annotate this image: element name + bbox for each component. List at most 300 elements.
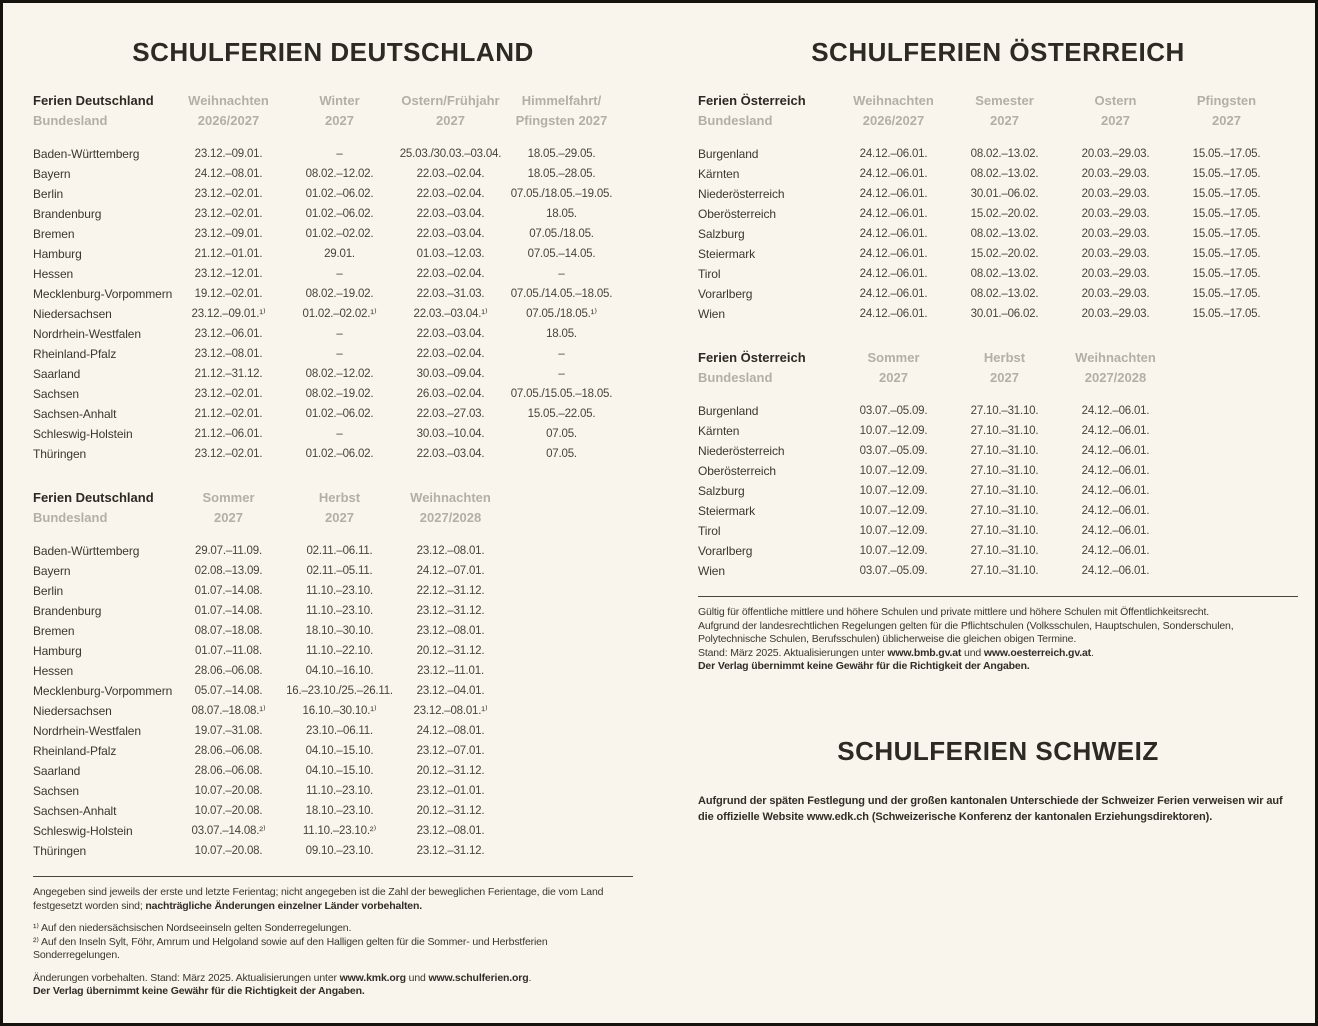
table-row: [33, 424, 633, 444]
date-cell: –: [558, 268, 565, 280]
column-header: Weihnachten 2027/2028: [410, 490, 491, 525]
table-subtitle: Bundesland: [33, 510, 108, 525]
table-row: [33, 144, 633, 164]
table-row: [33, 404, 633, 424]
date-cell: 23.12.–09.01.¹⁾: [191, 308, 266, 320]
table-row: [33, 721, 633, 741]
date-cell: 05.07.–14.08.: [194, 685, 263, 697]
date-cell: 22.03.–03.04.: [416, 328, 485, 340]
date-cell: 24.12.–07.01.: [416, 565, 485, 577]
date-cell: 15.02.–20.02.: [970, 248, 1039, 260]
bundesland-cell: Kärnten: [698, 424, 740, 438]
date-cell: 08.02.–12.02.: [305, 168, 374, 180]
column-header: Winter 2027: [319, 93, 360, 128]
date-cell: 29.01.: [324, 248, 355, 260]
date-cell: 10.07.–20.08.: [194, 805, 263, 817]
austria-section: [698, 3, 1298, 834]
column-header: Herbst 2027: [983, 350, 1026, 385]
date-cell: 24.12.–06.01.: [1081, 485, 1150, 497]
date-cell: 03.07.–05.09.: [859, 405, 928, 417]
bundesland-cell: Bayern: [33, 167, 71, 181]
date-cell: 07.05./18.05.–19.05.: [510, 188, 613, 200]
bundesland-cell: Hessen: [33, 267, 74, 281]
date-cell: 15.05.–17.05.: [1192, 248, 1261, 260]
date-cell: 10.07.–12.09.: [859, 465, 928, 477]
date-cell: 08.07.–18.08.: [194, 625, 263, 637]
table-title-cell: [33, 488, 173, 528]
date-cell: 02.08.–13.09.: [194, 565, 263, 577]
date-cell: 15.02.–20.02.: [970, 208, 1039, 220]
date-cell: –: [336, 268, 343, 280]
page-title-germany: SCHULFERIEN DEUTSCHLAND: [132, 37, 534, 67]
date-cell: 20.03.–29.03.: [1081, 228, 1150, 240]
column-header: Ostern 2027: [1094, 93, 1137, 128]
date-cell: –: [336, 348, 343, 360]
table-row: [698, 481, 1298, 501]
column-header: Ostern/Frühjahr 2027: [401, 93, 500, 128]
date-cell: 11.10.–22.10.: [306, 645, 373, 657]
table-title: Ferien Österreich: [698, 350, 806, 365]
table-row: [33, 541, 633, 561]
date-cell: 30.03.–09.04.: [416, 368, 485, 380]
bundesland-cell: Bremen: [33, 624, 75, 638]
date-cell: 15.05.–22.05.: [527, 408, 596, 420]
date-cell: 02.11.–05.11.: [306, 565, 373, 577]
table-row: [698, 421, 1298, 441]
table-header-row: [698, 91, 1298, 131]
date-cell: 28.06.–06.08.: [194, 745, 263, 757]
date-cell: 24.12.–08.01.: [416, 725, 485, 737]
germany-holiday-table-2: [33, 488, 633, 861]
date-cell: 24.12.–06.01.: [859, 288, 928, 300]
date-cell: 03.07.–14.08.²⁾: [191, 825, 266, 837]
bundesland-cell: Burgenland: [698, 404, 759, 418]
date-cell: 16.–23.10./25.–26.11.: [286, 685, 393, 697]
table-row: [698, 204, 1298, 224]
date-cell: 22.03.–02.04.: [416, 188, 485, 200]
date-cell: 23.12.–08.01.¹⁾: [413, 705, 488, 717]
note-text: und: [405, 971, 429, 984]
bundesland-cell: Tirol: [698, 524, 721, 538]
note-paragraph: [33, 922, 633, 963]
date-cell: 15.05.–17.05.: [1192, 288, 1261, 300]
date-cell: 22.03.–03.04.: [416, 228, 485, 240]
date-cell: 18.05.: [546, 208, 577, 220]
date-cell: 28.06.–06.08.: [194, 765, 263, 777]
table-row: [33, 164, 633, 184]
date-cell: 23.12.–02.01.: [194, 188, 263, 200]
table-row: [33, 581, 633, 601]
date-cell: 23.12.–09.01.: [194, 148, 263, 160]
bundesland-cell: Rheinland-Pfalz: [33, 744, 117, 758]
date-cell: 07.05./14.05.–18.05.: [510, 288, 613, 300]
table-row: [698, 144, 1298, 164]
date-cell: 15.05.–17.05.: [1192, 268, 1261, 280]
table-row: [33, 304, 633, 324]
table-row: [33, 364, 633, 384]
date-cell: 07.05.: [546, 428, 577, 440]
table-row: [698, 184, 1298, 204]
date-cell: 22.03.–02.04.: [416, 348, 485, 360]
date-cell: 07.05./18.05.: [529, 228, 594, 240]
table-row: [698, 521, 1298, 541]
date-cell: 20.12.–31.12.: [416, 645, 485, 657]
date-cell: 23.12.–31.12.: [416, 605, 485, 617]
date-cell: 27.10.–31.10.: [970, 565, 1039, 577]
bundesland-cell: Niederösterreich: [698, 444, 785, 458]
table-subtitle: Bundesland: [698, 113, 773, 128]
date-cell: 24.12.–06.01.: [1081, 505, 1150, 517]
date-cell: 30.01.–06.02.: [970, 308, 1039, 320]
note-text: nachträgliche Änderungen einzelner Länder vorbehalten.: [145, 899, 423, 912]
table-row: [33, 641, 633, 661]
note-text: Aufgrund der späten Festlegung und der großen kantonalen Unterschiede der Schweizer Ferien verweisen wir auf die offizielle Website www.edk.ch (Schweizerische Konferenz der kantonalen Erziehungsdirektoren).: [698, 794, 1283, 823]
bundesland-cell: Tirol: [698, 267, 721, 281]
date-cell: 01.03.–12.03.: [416, 248, 485, 260]
bundesland-cell: Schleswig-Holstein: [33, 427, 133, 441]
date-cell: 28.06.–06.08.: [194, 665, 263, 677]
note-text: und: [961, 646, 984, 659]
date-cell: 25.03./30.03.–03.04.: [399, 148, 502, 160]
date-cell: 08.02.–13.02.: [970, 228, 1039, 240]
date-cell: –: [336, 328, 343, 340]
date-cell: 04.10.–15.10.: [305, 745, 374, 757]
footnote-divider: [698, 596, 1298, 597]
table-row: [698, 304, 1298, 324]
date-cell: 27.10.–31.10.: [970, 505, 1039, 517]
date-cell: –: [558, 368, 565, 380]
date-cell: 10.07.–12.09.: [859, 425, 928, 437]
date-cell: 10.07.–12.09.: [859, 485, 928, 497]
date-cell: 23.12.–08.01.: [416, 545, 485, 557]
date-cell: 01.07.–14.08.: [194, 605, 263, 617]
column-header: Weihnachten 2026/2027: [853, 93, 934, 128]
date-cell: 26.03.–02.04.: [416, 388, 485, 400]
table-row: [33, 661, 633, 681]
date-cell: 24.12.–06.01.: [859, 308, 928, 320]
table-row: [33, 204, 633, 224]
date-cell: 18.05.–29.05.: [527, 148, 596, 160]
date-cell: 20.03.–29.03.: [1081, 208, 1150, 220]
date-cell: 11.10.–23.10.: [306, 605, 373, 617]
footnote-divider: [33, 876, 633, 877]
bundesland-cell: Burgenland: [698, 147, 759, 161]
date-cell: 20.03.–29.03.: [1081, 268, 1150, 280]
note-text: Angegeben sind jeweils der erste und letzte Ferientag; nicht angegeben ist die Zahl der beweglichen Ferientage, die vom Land festgesetzt worden sind;: [33, 886, 604, 912]
date-cell: 20.03.–29.03.: [1081, 168, 1150, 180]
date-cell: 10.07.–20.08.: [194, 845, 263, 857]
note-text: www.oesterreich.gv.at: [983, 646, 1092, 659]
table-header-row: [33, 91, 633, 131]
date-cell: 24.12.–06.01.: [1081, 565, 1150, 577]
date-cell: 11.10.–23.10.²⁾: [302, 825, 377, 837]
date-cell: 24.12.–06.01.: [1081, 525, 1150, 537]
bundesland-cell: Saarland: [33, 764, 81, 778]
date-cell: 27.10.–31.10.: [970, 545, 1039, 557]
date-cell: 07.05./15.05.–18.05.: [510, 388, 613, 400]
column-header: Weihnachten 2026/2027: [188, 93, 269, 128]
table-row: [698, 284, 1298, 304]
table-row: [698, 441, 1298, 461]
date-cell: 24.12.–06.01.: [1081, 425, 1150, 437]
bundesland-cell: Hessen: [33, 664, 74, 678]
date-cell: 01.02.–02.02.¹⁾: [302, 308, 377, 320]
date-cell: 03.07.–05.09.: [859, 565, 928, 577]
date-cell: 04.10.–16.10.: [305, 665, 374, 677]
table-subtitle: Bundesland: [698, 370, 773, 385]
austria-holiday-table-2: [698, 348, 1298, 581]
date-cell: 24.12.–06.01.: [859, 248, 928, 260]
date-cell: 24.12.–06.01.: [1081, 445, 1150, 457]
note-text: .: [1091, 646, 1094, 659]
column-header: Sommer 2027: [867, 350, 920, 385]
table-row: [33, 841, 633, 861]
column-header: Pfingsten 2027: [1196, 93, 1257, 128]
date-cell: 22.03.–31.03.: [416, 288, 485, 300]
table-row: [33, 184, 633, 204]
date-cell: 11.10.–23.10.: [306, 585, 373, 597]
date-cell: 01.07.–11.08.: [195, 645, 262, 657]
table-row: [33, 801, 633, 821]
bundesland-cell: Niederösterreich: [698, 187, 785, 201]
germany-footnotes: [33, 886, 633, 999]
date-cell: 23.12.–07.01.: [416, 745, 485, 757]
date-cell: 15.05.–17.05.: [1192, 208, 1261, 220]
table-row: [33, 264, 633, 284]
date-cell: 15.05.–17.05.: [1192, 148, 1261, 160]
note-text: www.kmk.org: [339, 971, 406, 984]
date-cell: 11.10.–23.10.: [306, 785, 373, 797]
table-row: [33, 601, 633, 621]
date-cell: 23.12.–11.01.: [417, 665, 484, 677]
note-text: Der Verlag übernimmt keine Gewähr für die Richtigkeit der Angaben.: [33, 985, 365, 997]
note-text: Änderungen vorbehalten. Stand: März 2025. Aktualisierungen unter: [33, 971, 340, 984]
table-header-row: [33, 488, 633, 528]
date-cell: –: [336, 148, 343, 160]
bundesland-cell: Bayern: [33, 564, 71, 578]
date-cell: 22.03.–02.04.: [416, 268, 485, 280]
bundesland-cell: Niedersachsen: [33, 307, 112, 321]
bundesland-cell: Wien: [698, 564, 725, 578]
date-cell: 22.03.–03.04.: [416, 208, 485, 220]
date-cell: 21.12.–01.01.: [194, 248, 263, 260]
date-cell: 23.12.–02.01.: [194, 388, 263, 400]
date-cell: 27.10.–31.10.: [970, 525, 1039, 537]
date-cell: 27.10.–31.10.: [970, 425, 1039, 437]
date-cell: 24.12.–08.01.: [194, 168, 263, 180]
date-cell: 18.10.–30.10.: [305, 625, 374, 637]
table-title-cell: [698, 348, 838, 388]
table-row: [33, 741, 633, 761]
note-paragraph: [33, 972, 633, 999]
austria-footnotes: [698, 606, 1298, 674]
bundesland-cell: Bremen: [33, 227, 75, 241]
table-title-cell: [698, 91, 838, 131]
bundesland-cell: Brandenburg: [33, 207, 102, 221]
date-cell: 23.12.–12.01.: [194, 268, 263, 280]
date-cell: 24.12.–06.01.: [1081, 465, 1150, 477]
date-cell: 09.10.–23.10.: [305, 845, 374, 857]
date-cell: 15.05.–17.05.: [1192, 308, 1261, 320]
bundesland-cell: Hamburg: [33, 247, 82, 261]
date-cell: 10.07.–12.09.: [859, 545, 928, 557]
date-cell: 01.02.–06.02.: [305, 208, 374, 220]
date-cell: 08.02.–13.02.: [970, 148, 1039, 160]
bundesland-cell: Baden-Württemberg: [33, 147, 140, 161]
column-header: Himmelfahrt/ Pfingsten 2027: [515, 93, 608, 128]
table-row: [698, 401, 1298, 421]
date-cell: 24.12.–06.01.: [859, 188, 928, 200]
table-row: [33, 561, 633, 581]
bundesland-cell: Brandenburg: [33, 604, 102, 618]
bundesland-cell: Kärnten: [698, 167, 740, 181]
austria-holiday-table-1: [698, 91, 1298, 324]
table-title: Ferien Deutschland: [33, 93, 154, 108]
date-cell: 23.12.–31.12.: [416, 845, 485, 857]
date-cell: 15.05.–17.05.: [1192, 228, 1261, 240]
date-cell: 20.03.–29.03.: [1081, 248, 1150, 260]
table-row: [698, 244, 1298, 264]
date-cell: 01.02.–02.02.: [305, 228, 374, 240]
bundesland-cell: Thüringen: [33, 447, 87, 461]
date-cell: 08.07.–18.08.¹⁾: [191, 705, 266, 717]
bundesland-cell: Sachsen: [33, 784, 79, 798]
date-cell: 27.10.–31.10.: [970, 445, 1039, 457]
date-cell: 08.02.–19.02.: [305, 288, 374, 300]
date-cell: 16.10.–30.10.¹⁾: [302, 705, 377, 717]
table-title: Ferien Deutschland: [33, 490, 154, 505]
date-cell: 07.05.: [546, 448, 577, 460]
date-cell: 27.10.–31.10.: [970, 405, 1039, 417]
bundesland-cell: Schleswig-Holstein: [33, 824, 133, 838]
table-row: [33, 781, 633, 801]
bundesland-cell: Berlin: [33, 584, 64, 598]
date-cell: 23.12.–08.01.: [416, 825, 485, 837]
date-cell: 29.07.–11.09.: [195, 545, 262, 557]
date-cell: 20.03.–29.03.: [1081, 308, 1150, 320]
table-row: [33, 384, 633, 404]
table-row: [698, 164, 1298, 184]
date-cell: 20.03.–29.03.: [1081, 288, 1150, 300]
table-row: [33, 701, 633, 721]
date-cell: 04.10.–15.10.: [305, 765, 374, 777]
table-row: [33, 344, 633, 364]
bundesland-cell: Hamburg: [33, 644, 82, 658]
date-cell: 07.05./18.05.¹⁾: [526, 308, 597, 320]
date-cell: 22.12.–31.12.: [416, 585, 485, 597]
page-title-austria: SCHULFERIEN ÖSTERREICH: [811, 37, 1185, 67]
date-cell: 24.12.–06.01.: [859, 268, 928, 280]
date-cell: 01.02.–06.02.: [305, 448, 374, 460]
table-row: [33, 681, 633, 701]
date-cell: 24.12.–06.01.: [859, 168, 928, 180]
table-row: [698, 561, 1298, 581]
note-text: ¹⁾ Auf den niedersächsischen Nordseeinseln gelten Sonderregelungen.: [33, 922, 352, 934]
date-cell: 21.12.–06.01.: [194, 428, 263, 440]
date-cell: 21.12.–31.12.: [194, 368, 263, 380]
note-paragraph: [33, 886, 633, 913]
note-text: ²⁾ Auf den Inseln Sylt, Föhr, Amrum und Helgoland sowie auf den Halligen gelten für die Sommer- und Herbstferien Sonderregelungen.: [33, 935, 548, 961]
bundesland-cell: Thüringen: [33, 844, 87, 858]
date-cell: 18.10.–23.10.: [305, 805, 374, 817]
bundesland-cell: Niedersachsen: [33, 704, 112, 718]
bundesland-cell: Nordrhein-Westfalen: [33, 327, 141, 341]
note-text: Gültig für öffentliche mittlere und höhere Schulen und private mittlere und höhere Schulen mit Öffentlichkeitsrecht.: [698, 606, 1210, 618]
table-row: [33, 284, 633, 304]
table-row: [698, 541, 1298, 561]
date-cell: 23.10.–06.11.: [306, 725, 373, 737]
date-cell: 24.12.–06.01.: [859, 148, 928, 160]
bundesland-cell: Vorarlberg: [698, 544, 753, 558]
bundesland-cell: Salzburg: [698, 484, 745, 498]
date-cell: 08.02.–13.02.: [970, 268, 1039, 280]
note-text: Aufgrund der landesrechtlichen Regelungen gelten für die Pflichtschulen (Volksschulen, Hauptschulen, Sonderschulen, Polytechnische Schulen, Berufsschulen) üblicherweise die gleichen obigen Termine.: [698, 619, 1234, 645]
date-cell: 10.07.–12.09.: [859, 505, 928, 517]
date-cell: 24.12.–06.01.: [1081, 405, 1150, 417]
bundesland-cell: Sachsen: [33, 387, 79, 401]
date-cell: 24.12.–06.01.: [1081, 545, 1150, 557]
date-cell: 22.03.–03.04.: [416, 448, 485, 460]
table-row: [33, 761, 633, 781]
bundesland-cell: Sachsen-Anhalt: [33, 804, 117, 818]
note-text: www.schulferien.org: [428, 971, 529, 984]
bundesland-cell: Vorarlberg: [698, 287, 753, 301]
bundesland-cell: Mecklenburg-Vorpommern: [33, 684, 173, 698]
note-text: .: [528, 971, 532, 984]
date-cell: 27.10.–31.10.: [970, 485, 1039, 497]
date-cell: 10.07.–20.08.: [194, 785, 263, 797]
date-cell: 23.12.–02.01.: [194, 448, 263, 460]
germany-section: [33, 3, 633, 1008]
date-cell: 08.02.–19.02.: [305, 388, 374, 400]
note-paragraph: [698, 606, 1298, 674]
table-title-cell: [33, 91, 173, 131]
date-cell: 21.12.–02.01.: [194, 408, 263, 420]
date-cell: 08.02.–12.02.: [305, 368, 374, 380]
date-cell: 03.07.–05.09.: [859, 445, 928, 457]
date-cell: 08.02.–13.02.: [970, 288, 1039, 300]
bundesland-cell: Oberösterreich: [698, 207, 776, 221]
date-cell: 23.12.–06.01.: [194, 328, 263, 340]
date-cell: 23.12.–09.01.: [194, 228, 263, 240]
bundesland-cell: Salzburg: [698, 227, 745, 241]
date-cell: 24.12.–06.01.: [859, 208, 928, 220]
note-text: Der Verlag übernimmt keine Gewähr für die Richtigkeit der Angaben.: [698, 660, 1030, 672]
date-cell: 20.12.–31.12.: [416, 805, 485, 817]
note-paragraph: [698, 793, 1298, 825]
date-cell: 01.07.–14.08.: [194, 585, 263, 597]
germany-holiday-table-1: [33, 91, 633, 464]
note-text: Stand: März 2025. Aktualisierungen unter: [698, 646, 888, 659]
column-header: Sommer 2027: [202, 490, 255, 525]
table-row: [33, 444, 633, 464]
date-cell: 02.11.–06.11.: [306, 545, 373, 557]
date-cell: 19.07.–31.08.: [194, 725, 263, 737]
date-cell: 20.03.–29.03.: [1081, 188, 1150, 200]
table-row: [33, 224, 633, 244]
table-row: [698, 461, 1298, 481]
date-cell: 18.05.–28.05.: [527, 168, 596, 180]
table-subtitle: Bundesland: [33, 113, 108, 128]
date-cell: 10.07.–12.09.: [859, 525, 928, 537]
bundesland-cell: Mecklenburg-Vorpommern: [33, 287, 173, 301]
bundesland-cell: Rheinland-Pfalz: [33, 347, 117, 361]
bundesland-cell: Steiermark: [698, 247, 756, 261]
date-cell: 01.02.–06.02.: [305, 188, 374, 200]
bundesland-cell: Nordrhein-Westfalen: [33, 724, 141, 738]
date-cell: 22.03.–02.04.: [416, 168, 485, 180]
date-cell: –: [558, 348, 565, 360]
